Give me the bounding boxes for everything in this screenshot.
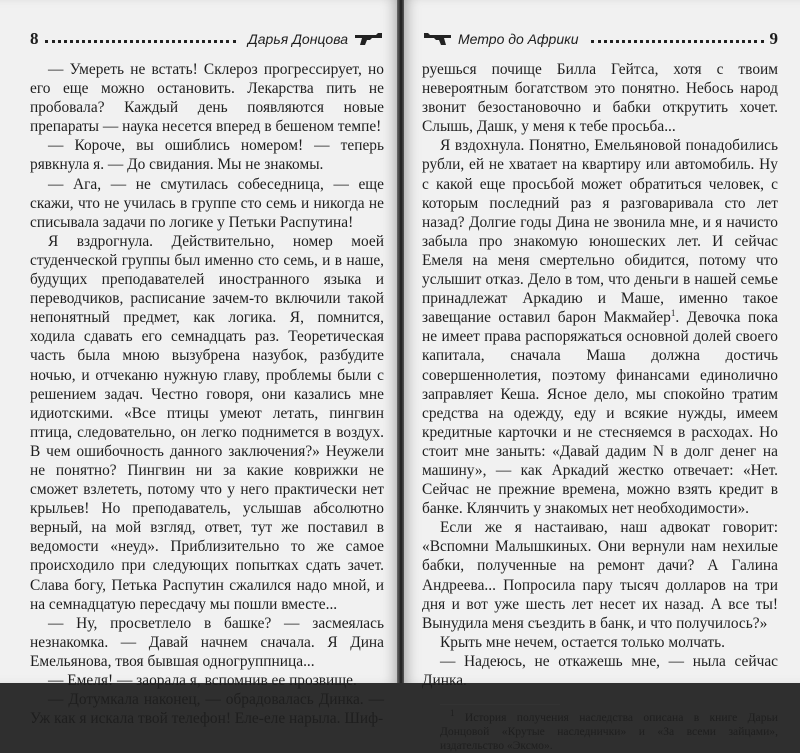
page-number: 9: [769, 29, 778, 48]
footnote-reference: 1: [670, 308, 676, 319]
paragraph: — Надеюсь, не откажешь мне, — ныла сейчас Динка.: [422, 652, 778, 689]
pistol-icon: [422, 32, 452, 46]
left-page-text: [30, 60, 384, 728]
left-page-header: [30, 28, 384, 50]
paragraph-text: Девочка пока не имеет права распоряжаться основной долей своего капитала, сначала Маша должна достичь совершеннолетия, поэтому финансами единолично заправляет Кеша. Ясное дело, мы спокойно тратим средства на одежду, еду и всякие нужды, имеем кредитные карточки и не стесняемся в расходах. Но стоит мне заныть: «Давай дадим N в долг денег на машину», — как Аркадий жестко отвечает: «Нет. Сейчас не прежние времена, можно взять кредит в банке. Клянчить у знакомых нет необходимости».: [422, 309, 779, 518]
paragraph: — Ага, — не смутилась собеседница, — еще скажи, что не училась в группе сто семь и никогда не списывала задачи по логике у Петьки Распутина!: [30, 175, 384, 231]
paragraph: руешься почище Билла Гейтса, хотя с твоим невероятным богатством это понятно. Небось народ звонит безостановочно и бабки открутить хочет. Слышь, Дашк, у меня к тебе просьба...: [422, 61, 778, 136]
paragraph: — Ну, просветлело в башке? — засмеялась незнакомка. — Давай начнем сначала. Я Дина Емельянова, твоя бывшая одногруппница...: [30, 614, 384, 670]
paragraph-text: Я вздохнула. Понятно, Емельяновой понадобились рубли, ей не хватает на квартиру или автомобиль. Ну с какой еще просьбой может обратиться человек, с которым последний раз я разговаривала сто лет назад? Долгие годы Дина не звонила мне, и я начисто забыла про знакомую юношеских лет. И сейчас Емеля на меня смертельно обидится, потому что услышит отказ. Дело в том, что деньги в нашей семье принадлежат Аркадию и Маше, именно такое завещание оставил барон Макмайер: [422, 137, 778, 327]
footnote-text: История получения наследства описана в книге Дарьи Донцовой «Крутые наследнички» и «За всеми зайцами», издательство «Эксмо».: [440, 711, 778, 753]
paragraph: — Умереть не встать! Склероз прогрессирует, но его еще можно остановить. Лекарства пить не пробовала? Каждый день появляются новые препараты — наука несется вперед в бешеном темпе!: [30, 61, 384, 136]
right-page: [404, 0, 800, 753]
pistol-icon: [354, 32, 384, 46]
paragraph: — Короче, вы ошиблись номером! — теперь рявкнула я. — До свидания. Мы не знакомы.: [30, 137, 384, 174]
paragraph: Крыть мне нечем, остается только молчать.: [440, 633, 726, 651]
paragraph: Если же я настаиваю, наш адвокат говорит: «Вспомни Малышкиных. Они вернули нам нехилые бабки, полученные на ремонт дачи? А Галина Андреева... Попросила пару тысяч долларов на три дня и вот уже шесть лет несет их назад. А все ты! Вынудила меня съездить в банк, и что получилось?»: [422, 519, 778, 632]
dotted-rule: [591, 40, 764, 43]
right-page-text: [422, 60, 778, 690]
paragraph: Я вздрогнула. Действительно, номер моей студенческой группы был именно сто семь, и в наше, будущих преподавателей иностранного языка и переводчиков, расписание зачем-то включили такой непонятный предмет, как логика. Я, помнится, ходила сдавать его семнадцать раз. Теоретическая часть была мною вызубрена назубок, разбудите ночью, и отчеканю нужную главу, проблемы были с решением задач. Честно говоря, они казались мне идиотскими. «Все птицы умеют летать, пингвин птица, следовательно, он легко поднимется в воздух. В чем ошибочность данного заключения?» Неужели не понятно? Пингвин ни за какие коврижки не сможет взлететь, потому что у него практически нет крыльев! Но преподаватель, услышав абсолютно верный, на мой взгляд, ответ, тут же поставил в ведомости «неуд». Приблизительно то же самое происходило при следующих попытках сдать зачет. Слава богу, Петька Распутин сжалился надо мной, и на семнадцатую пересдачу мы пошли вместе...: [30, 232, 384, 613]
footnote-divider: [440, 704, 560, 705]
left-page: [0, 0, 398, 728]
right-page-header: [422, 28, 778, 50]
page-number: 8: [30, 29, 39, 48]
paragraph: Я вздохнула. Понятно, Емельяновой понадобились рубли, ей не хватает на квартиру или автомобиль. Ну с какой еще просьбой может обратиться человек, с которым последний раз я разговаривала сто лет назад? Долгие годы Дина не звонила мне, и я начисто забыла про знакомую юношеских лет. И сейчас Емеля на меня смертельно обидится, потому что услышит отказ. Дело в том, что деньги в нашей семье принадлежат Аркадию и Маше, именно такое завещание оставил барон Макмайер$^1$. Девочка пока не имеет права распоряжаться основной долей своего капитала, сначала Маша должна достичь совершеннолетия, поэтому финансами единолично заправляет Кеша. Ясное дело, мы спокойно тратим средства на одежду, еду и всякие нужды, имеем кредитные карточки и не стесняемся в расходах. Но стоит мне заныть: «Давай дадим N в долг денег на машину», — как Аркадий жестко отвечает: «Нет. Сейчас не прежние времена, можно взять кредит в банке. Клянчить у знакомых нет необходимости».: [422, 137, 779, 518]
running-head-author: Дарья Донцова: [247, 31, 348, 47]
dotted-rule: [45, 40, 236, 43]
footnote-marker: 1: [450, 708, 455, 719]
footnote: [440, 708, 778, 753]
running-head-title: Метро до Африки: [458, 31, 579, 47]
paragraph: — Дотумкала наконец, — обрадовалась Динка. — Уж как я искала твой телефон! Еле-еле нарыла. Шиф-: [30, 691, 384, 728]
paragraph: — Емеля! — заорала я, вспомнив ее прозвище.: [48, 672, 357, 689]
